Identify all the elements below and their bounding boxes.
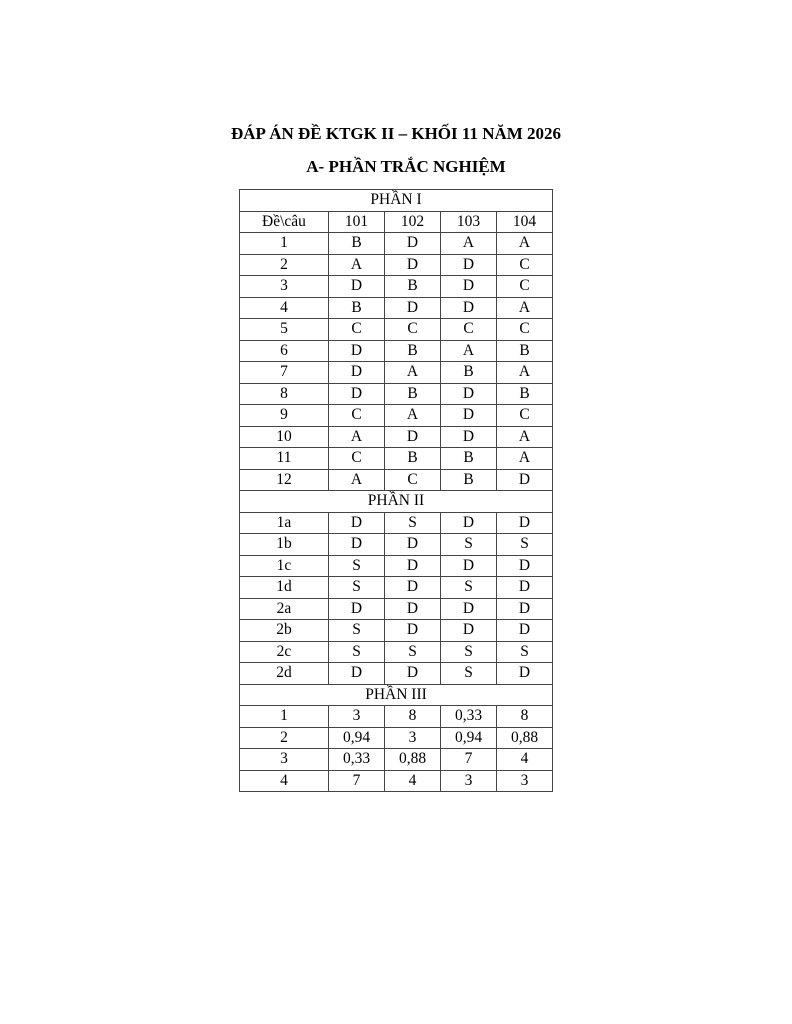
table-row [240, 555, 553, 577]
answer-cell: D [329, 512, 385, 534]
answer-cell: D [385, 297, 441, 319]
question-number: 2 [240, 254, 329, 276]
answer-cell: D [441, 555, 497, 577]
answer-cell: B [385, 276, 441, 298]
answer-cell: D [441, 383, 497, 405]
answer-cell: 0,88 [385, 749, 441, 771]
table-row [240, 663, 553, 685]
answer-cell: 7 [329, 770, 385, 792]
answer-cell: D [385, 233, 441, 255]
answer-cell: D [441, 620, 497, 642]
table-row [240, 641, 553, 663]
table-row [240, 276, 553, 298]
answer-cell: C [385, 469, 441, 491]
question-number: 2b [240, 620, 329, 642]
answer-cell: D [441, 598, 497, 620]
answer-cell: D [497, 663, 553, 685]
question-number: 3 [240, 276, 329, 298]
section-header-row [240, 491, 553, 513]
answer-cell: C [329, 319, 385, 341]
question-number: 1a [240, 512, 329, 534]
question-number: 10 [240, 426, 329, 448]
answer-cell: D [329, 598, 385, 620]
answer-cell: C [441, 319, 497, 341]
question-number: 12 [240, 469, 329, 491]
table-row [240, 512, 553, 534]
answer-cell: A [385, 362, 441, 384]
answer-cell: B [441, 448, 497, 470]
answer-cell: 0,33 [441, 706, 497, 728]
answer-cell: 0,94 [441, 727, 497, 749]
answer-cell: C [329, 405, 385, 427]
answer-cell: 0,88 [497, 727, 553, 749]
question-number: 2 [240, 727, 329, 749]
answer-cell: B [385, 383, 441, 405]
answer-cell: D [441, 254, 497, 276]
answer-cell: D [385, 577, 441, 599]
question-number: 9 [240, 405, 329, 427]
table-row [240, 770, 553, 792]
answer-cell: D [497, 577, 553, 599]
answer-cell: D [385, 598, 441, 620]
answer-cell: D [385, 426, 441, 448]
answer-cell: S [385, 512, 441, 534]
section-header-row [240, 684, 553, 706]
question-number: 1 [240, 233, 329, 255]
answer-cell: S [329, 620, 385, 642]
question-number: 4 [240, 297, 329, 319]
answer-cell: 3 [329, 706, 385, 728]
question-number: 2a [240, 598, 329, 620]
question-number: 7 [240, 362, 329, 384]
answer-cell: A [497, 233, 553, 255]
answer-cell: B [441, 469, 497, 491]
answer-cell: A [441, 233, 497, 255]
answer-cell: 4 [497, 749, 553, 771]
column-header-row [240, 211, 553, 233]
table-row [240, 362, 553, 384]
answer-cell: S [497, 641, 553, 663]
answer-cell: C [497, 254, 553, 276]
answer-cell: D [329, 276, 385, 298]
answer-cell: D [329, 383, 385, 405]
answer-cell: 3 [497, 770, 553, 792]
exam-code-header: 103 [441, 211, 497, 233]
answer-cell: A [441, 340, 497, 362]
section-title: PHẦN III [240, 684, 553, 706]
answer-cell: 8 [385, 706, 441, 728]
exam-code-header: 104 [497, 211, 553, 233]
answer-cell: S [441, 534, 497, 556]
answer-cell: D [329, 340, 385, 362]
question-number: 4 [240, 770, 329, 792]
question-number: 11 [240, 448, 329, 470]
exam-code-header: 101 [329, 211, 385, 233]
question-number: 2d [240, 663, 329, 685]
table-row [240, 749, 553, 771]
answer-cell: D [441, 426, 497, 448]
answer-cell: 0,94 [329, 727, 385, 749]
answer-cell: 4 [385, 770, 441, 792]
answer-cell: A [497, 448, 553, 470]
answer-cell: S [441, 663, 497, 685]
question-number: 1c [240, 555, 329, 577]
answer-cell: C [497, 276, 553, 298]
answer-cell: B [385, 448, 441, 470]
answer-cell: D [329, 534, 385, 556]
answer-cell: A [497, 362, 553, 384]
table-row [240, 340, 553, 362]
section-header-row [240, 190, 553, 212]
answer-cell: D [497, 555, 553, 577]
table-row [240, 598, 553, 620]
answer-cell: B [385, 340, 441, 362]
header-label: Đề\câu [240, 211, 329, 233]
answer-cell: S [329, 641, 385, 663]
answer-cell: D [385, 555, 441, 577]
document-title: ĐÁP ÁN ĐỀ KTGK II – KHỐI 11 NĂM 2026 [230, 124, 562, 143]
answer-cell: A [329, 254, 385, 276]
answer-cell: D [497, 469, 553, 491]
table-row [240, 319, 553, 341]
table-row [240, 577, 553, 599]
answer-cell: A [385, 405, 441, 427]
answer-cell: D [385, 534, 441, 556]
answer-table [239, 189, 553, 792]
answer-cell: A [329, 469, 385, 491]
answer-cell: 3 [385, 727, 441, 749]
answer-cell: D [385, 254, 441, 276]
answer-cell: D [497, 512, 553, 534]
answer-cell: D [441, 405, 497, 427]
answer-cell: D [385, 663, 441, 685]
answer-cell: D [497, 598, 553, 620]
question-number: 5 [240, 319, 329, 341]
table-row [240, 426, 553, 448]
table-row [240, 448, 553, 470]
answer-cell: 3 [441, 770, 497, 792]
table-row [240, 233, 553, 255]
section-subtitle: A- PHẦN TRẮC NGHIỆM [306, 157, 506, 176]
answer-cell: A [497, 426, 553, 448]
answer-cell: B [329, 233, 385, 255]
section-title: PHẦN II [240, 491, 553, 513]
question-number: 1b [240, 534, 329, 556]
question-number: 3 [240, 749, 329, 771]
answer-cell: C [497, 319, 553, 341]
answer-cell: C [497, 405, 553, 427]
answer-cell: D [497, 620, 553, 642]
answer-cell: S [441, 641, 497, 663]
table-row [240, 706, 553, 728]
question-number: 6 [240, 340, 329, 362]
table-row [240, 620, 553, 642]
answer-cell: S [385, 641, 441, 663]
answer-cell: S [329, 555, 385, 577]
table-row [240, 383, 553, 405]
question-number: 8 [240, 383, 329, 405]
answer-cell: S [497, 534, 553, 556]
answer-cell: B [497, 340, 553, 362]
question-number: 1d [240, 577, 329, 599]
table-row [240, 534, 553, 556]
section-title: PHẦN I [240, 190, 553, 212]
answer-cell: C [329, 448, 385, 470]
question-number: 1 [240, 706, 329, 728]
answer-cell: B [329, 297, 385, 319]
question-number: 2c [240, 641, 329, 663]
table-row [240, 469, 553, 491]
answer-cell: D [441, 276, 497, 298]
answer-cell: D [329, 362, 385, 384]
answer-cell: 7 [441, 749, 497, 771]
table-row [240, 297, 553, 319]
answer-cell: A [329, 426, 385, 448]
answer-cell: B [441, 362, 497, 384]
answer-cell: A [497, 297, 553, 319]
answer-cell: C [385, 319, 441, 341]
exam-code-header: 102 [385, 211, 441, 233]
answer-cell: S [329, 577, 385, 599]
answer-cell: D [385, 620, 441, 642]
table-row [240, 405, 553, 427]
table-row [240, 727, 553, 749]
answer-cell: S [441, 577, 497, 599]
answer-cell: D [441, 512, 497, 534]
table-row [240, 254, 553, 276]
answer-cell: D [441, 297, 497, 319]
answer-cell: 0,33 [329, 749, 385, 771]
answer-cell: B [497, 383, 553, 405]
answer-cell: 8 [497, 706, 553, 728]
answer-cell: D [329, 663, 385, 685]
